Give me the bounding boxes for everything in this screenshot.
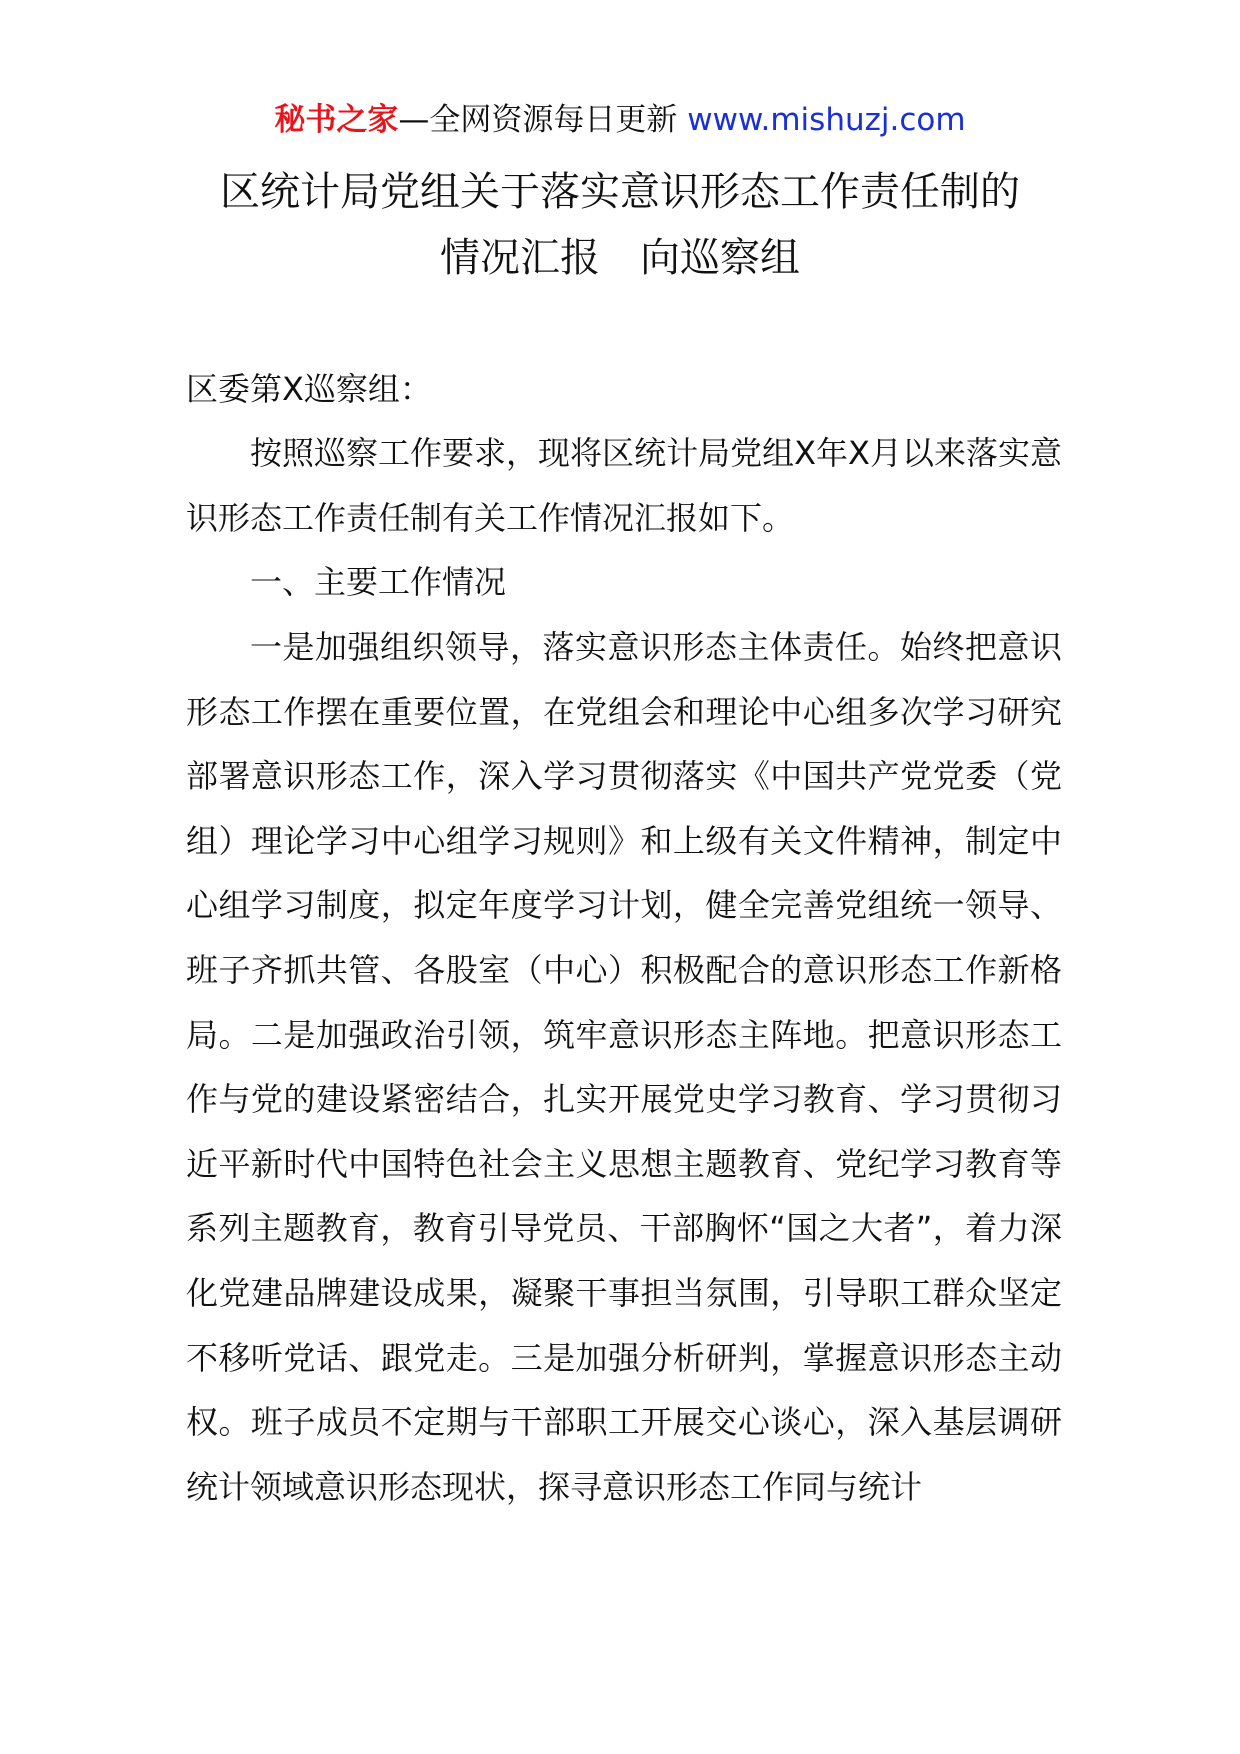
site-header	[0, 100, 1240, 140]
brand-name: 秘书之家	[274, 102, 399, 138]
section-heading: 一、主要工作情况	[250, 563, 507, 601]
salutation: 区委第X巡察组：	[186, 370, 432, 408]
document-title-line2	[0, 234, 1240, 282]
site-url[interactable]: www.mishuzj.com	[687, 102, 966, 138]
document-title-line1: 区统计局党组关于落实意识形态工作责任制的	[220, 169, 1020, 215]
document-title-part-a: 情况汇报	[440, 235, 600, 281]
document-title-part-b: 向巡察组	[640, 235, 800, 281]
header-tagline: —全网资源每日更新	[398, 102, 688, 138]
intro-paragraph: 按照巡察工作要求，现将区统计局党组X年X月以来落实意识形态工作责任制有关工作情况汇报如下。	[186, 434, 1062, 537]
body-paragraph: 一是加强组织领导，落实意识形态主体责任。始终把意识形态工作摆在重要位置，在党组会和理论中心组多次学习研究部署意识形态工作，深入学习贯彻落实《中国共产党党委（党组）理论学习中心组学习规则》和上级有关文件精神，制定中心组学习制度，拟定年度学习计划，健全完善党组统一领导、班子齐抓共管、各股室（中心）积极配合的意识形态工作新格局。二是加强政治引领，筑牢意识形态主阵地。把意识形态工作与党的建设紧密结合，扎实开展党史学习教育、学习贯彻习近平新时代中国特色社会主义思想主题教育、党纪学习教育等系列主题教育，教育引导党员、干部胸怀“国之大者”，着力深化党建品牌建设成果，凝聚干事担当氛围，引导职工群众坚定不移听党话、跟党走。三是加强分析研判，掌握意识形态主动权。班子成员不定期与干部职工开展交心谈心，深入基层调研统计领域意识形态现状，探寻意识形态工作同与统计	[186, 628, 1062, 1506]
